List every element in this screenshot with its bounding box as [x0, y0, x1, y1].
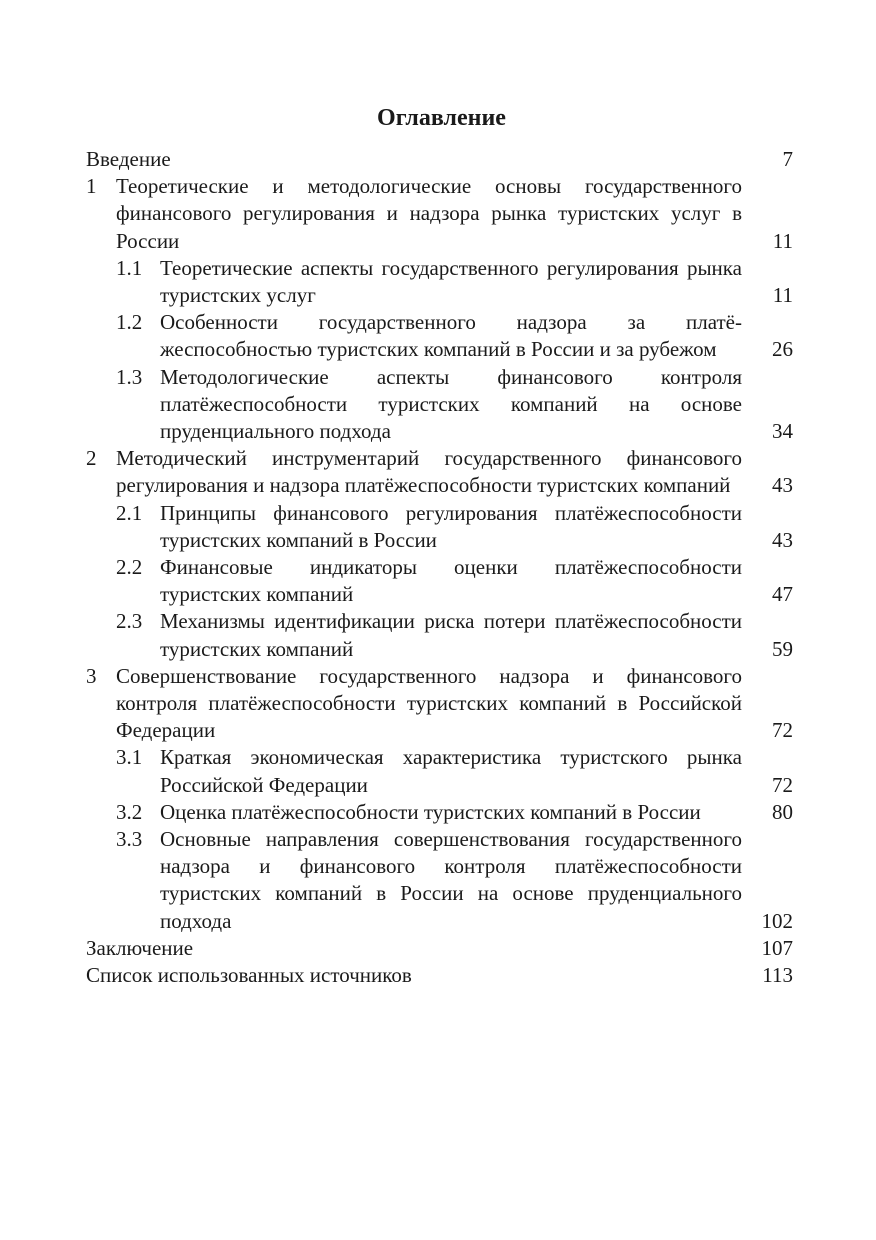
toc-page-number: 7 [782, 147, 793, 171]
toc-page-number: 43 [772, 527, 793, 552]
toc-entry-number: 2.2 [116, 555, 143, 580]
toc-entry-text: Список использованных источников [86, 963, 412, 988]
toc-entry-text: Теоретические и методологические основы государственного финансового регулирования и надзора рынка туристских услуг в России [116, 174, 742, 253]
toc-page-number: 102 [761, 908, 793, 933]
toc-entry-number: 1 [86, 174, 97, 199]
toc-entry-text: Введение [86, 147, 171, 171]
toc-entry-section-2-1 [86, 500, 793, 554]
toc-entry-number: 2 [86, 446, 97, 471]
toc-page-number: 107 [761, 935, 793, 960]
toc-entry-introduction [86, 146, 793, 173]
toc-entry-chapter-2 [86, 445, 793, 499]
toc-entry-number: 2.3 [116, 609, 143, 634]
toc-entry-section-3-1 [86, 744, 793, 798]
toc-entry-section-3-3 [86, 826, 793, 935]
toc-entry-text: Оценка платёжеспособности туристских компаний в России [160, 799, 701, 824]
toc-entry-number: 1.1 [116, 255, 143, 280]
toc-page-number: 11 [772, 283, 793, 308]
document-page [86, 100, 793, 989]
toc-entry-chapter-1 [86, 173, 793, 255]
toc-page-number: 80 [772, 799, 793, 824]
toc-entry-section-1-3 [86, 364, 793, 446]
toc-entry-text: Особенности государственного надзора за платёжеспособностью туристских компаний в России и за рубежом [160, 310, 742, 362]
toc-entry-section-1-1 [86, 255, 793, 309]
toc-entry-text: Основные направления совершенствования государственного надзора и финансового контроля платёжеспособности туристских компаний в России на основе пруденциального подхода [160, 827, 742, 933]
toc-entry-text: Краткая экономическая характеристика туристского рынка Российской Федерации [160, 745, 742, 797]
toc-entry-number: 3.1 [116, 745, 143, 770]
toc-page-number: 43 [772, 473, 793, 498]
page-title: Оглавление [377, 105, 506, 131]
toc-entry-text: Механизмы идентификации риска потери платёжеспособности туристских компаний [160, 609, 742, 661]
toc-entry-section-1-2 [86, 309, 793, 363]
toc-entry-text: Финансовые индикаторы оценки платёжеспособности туристских компаний [160, 555, 742, 607]
toc-page-number: 47 [772, 582, 793, 607]
toc-page-number: 11 [772, 228, 793, 253]
toc-page-number: 113 [762, 963, 793, 988]
toc-entry-text: Принципы финансового регулирования платёжеспособности туристских компаний в России [160, 500, 742, 552]
toc-entry-number: 1.3 [116, 364, 143, 389]
toc-entry-section-2-3 [86, 608, 793, 662]
toc-entry-section-3-2 [86, 799, 793, 826]
toc-page-number: 59 [772, 636, 793, 661]
toc-entry-text: Методологические аспекты финансового контроля платёжеспособности туристских компаний на основе пруденциального подхода [160, 364, 742, 444]
toc-entry-conclusion [86, 935, 793, 962]
toc-entry-section-2-2 [86, 554, 793, 608]
toc-entry-text: Теоретические аспекты государственного регулирования рынка туристских услуг [160, 255, 742, 308]
toc-entry-number: 1.2 [116, 310, 143, 335]
toc-entry-number: 3.2 [116, 799, 143, 824]
toc-page-number: 72 [772, 772, 793, 797]
toc-page-number: 72 [772, 718, 793, 743]
toc-entry-chapter-3 [86, 663, 793, 745]
toc-entry-number: 3 [86, 663, 97, 688]
toc-entry-number: 3.3 [116, 827, 143, 852]
toc-entry-text: Совершенствование государственного надзора и финансового контроля платёжеспособности туристских компаний в Российской Федерации [116, 663, 742, 743]
toc-entry-number: 2.1 [116, 500, 143, 525]
toc-page-number: 26 [772, 337, 793, 362]
toc-page-number: 34 [772, 419, 793, 444]
toc-entry-text: Методический инструментарий государственного финансового регулирования и надзора платёжеспособности туристских компаний [116, 446, 742, 498]
table-of-contents [86, 146, 793, 989]
toc-entry-references [86, 962, 793, 989]
toc-entry-text: Заключение [86, 935, 194, 960]
